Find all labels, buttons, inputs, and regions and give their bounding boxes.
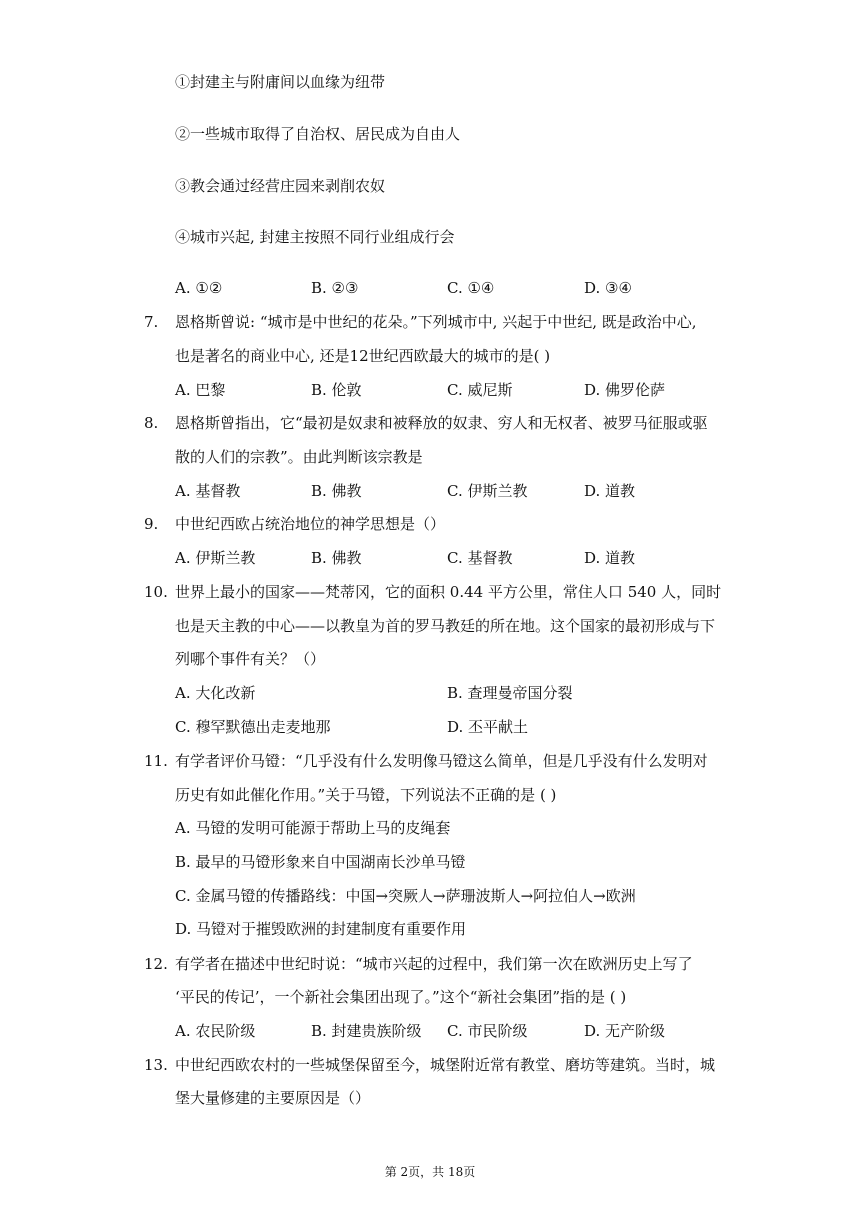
q8-line-2: 散的人们的宗教”。由此判断该宗教是: [175, 448, 423, 466]
page-footer: 第 2页，共 18页: [384, 1165, 476, 1179]
q11-option-d: D. 马镫对于摧毁欧洲的封建制度有重要作用: [175, 920, 467, 938]
q6-option-c: C. ①④: [447, 279, 495, 297]
q11-option-c: C. 金属马镫的传播路线：中国→突厥人→萨珊波斯人→阿拉伯人→欧洲: [175, 887, 636, 905]
q9-option-d: D. 道教: [584, 549, 636, 567]
q10-option-b: B. 查理曼帝国分裂: [447, 684, 573, 702]
q9-line-1: 中世纪西欧占统治地位的神学思想是（）: [175, 515, 446, 533]
q10-line-3: 列哪个事件有关？（）: [175, 650, 326, 668]
q11-number: 11.: [144, 752, 168, 770]
q10-line-2: 也是天主教的中心——以教皇为首的罗马教廷的所在地。这个国家的最初形成与下: [175, 617, 716, 635]
q12-number: 12.: [144, 955, 168, 973]
q10-number: 10.: [144, 583, 168, 601]
q7-option-b: B. 伦敦: [311, 381, 362, 399]
q7-number: 7.: [144, 313, 159, 331]
q7-line-2: 也是著名的商业中心, 还是12世纪西欧最大的城市的是( ): [175, 347, 551, 365]
q9-option-a: A. 伊斯兰教: [175, 549, 256, 567]
q8-option-a: A. 基督教: [175, 482, 241, 500]
q8-option-c: C. 伊斯兰教: [447, 482, 528, 500]
q8-option-b: B. 佛教: [311, 482, 362, 500]
q9-number: 9.: [144, 515, 159, 533]
q12-option-b: B. 封建贵族阶级: [311, 1022, 422, 1040]
q12-option-c: C. 市民阶级: [447, 1022, 528, 1040]
q11-option-b: B. 最早的马镫形象来自中国湖南长沙单马镫: [175, 853, 466, 871]
q11-line-2: 历史有如此催化作用。”关于马镫，下列说法不正确的是 ( ): [175, 786, 557, 804]
q8-number: 8.: [144, 414, 159, 432]
q6-option-d: D. ③④: [584, 279, 632, 297]
statement-2: ②一些城市取得了自治权、居民成为自由人: [175, 125, 461, 143]
q13-number: 13.: [144, 1056, 168, 1074]
q12-option-d: D. 无产阶级: [584, 1022, 666, 1040]
q6-option-a: A. ①②: [175, 279, 223, 297]
q13-line-2: 堡大量修建的主要原因是（）: [175, 1089, 371, 1107]
q8-line-1: 恩格斯曾指出，它“最初是奴隶和被释放的奴隶、穷人和无权者、被罗马征服或驱: [175, 414, 708, 432]
q13-line-1: 中世纪西欧农村的一些城堡保留至今，城堡附近常有教堂、磨坊等建筑。当时，城: [175, 1056, 716, 1074]
statement-4: ④城市兴起, 封建主按照不同行业组成行会: [175, 228, 455, 246]
q10-option-c: C. 穆罕默德出走麦地那: [175, 718, 331, 736]
q7-option-d: D. 佛罗伦萨: [584, 381, 666, 399]
q10-option-a: A. 大化改新: [175, 684, 256, 702]
q11-option-a: A. 马镫的发明可能源于帮助上马的皮绳套: [175, 819, 451, 837]
q9-option-b: B. 佛教: [311, 549, 362, 567]
statement-1: ①封建主与附庸间以血缘为纽带: [175, 73, 386, 91]
q6-option-b: B. ②③: [311, 279, 359, 297]
statement-3: ③教会通过经营庄园来剥削农奴: [175, 177, 386, 195]
q12-line-2: ‘平民的传记’，一个新社会集团出现了。”这个“新社会集团”指的是 ( ): [175, 988, 627, 1006]
q8-option-d: D. 道教: [584, 482, 636, 500]
q11-line-1: 有学者评价马镫：“几乎没有什么发明像马镫这么简单，但是几乎没有什么发明对: [175, 752, 708, 770]
q7-option-c: C. 威尼斯: [447, 381, 513, 399]
q7-line-1: 恩格斯曾说: “城市是中世纪的花朵。”下列城市中, 兴起于中世纪, 既是政治中心,: [175, 313, 697, 331]
q12-line-1: 有学者在描述中世纪时说：“城市兴起的过程中，我们第一次在欧洲历史上写了: [175, 955, 693, 973]
q9-option-c: C. 基督教: [447, 549, 513, 567]
q7-option-a: A. 巴黎: [175, 381, 226, 399]
q10-line-1: 世界上最小的国家——梵蒂冈，它的面积 0.44 平方公里，常住人口 540 人，同时: [175, 583, 722, 601]
q10-option-d: D. 丕平献土: [447, 718, 529, 736]
q12-option-a: A. 农民阶级: [175, 1022, 256, 1040]
